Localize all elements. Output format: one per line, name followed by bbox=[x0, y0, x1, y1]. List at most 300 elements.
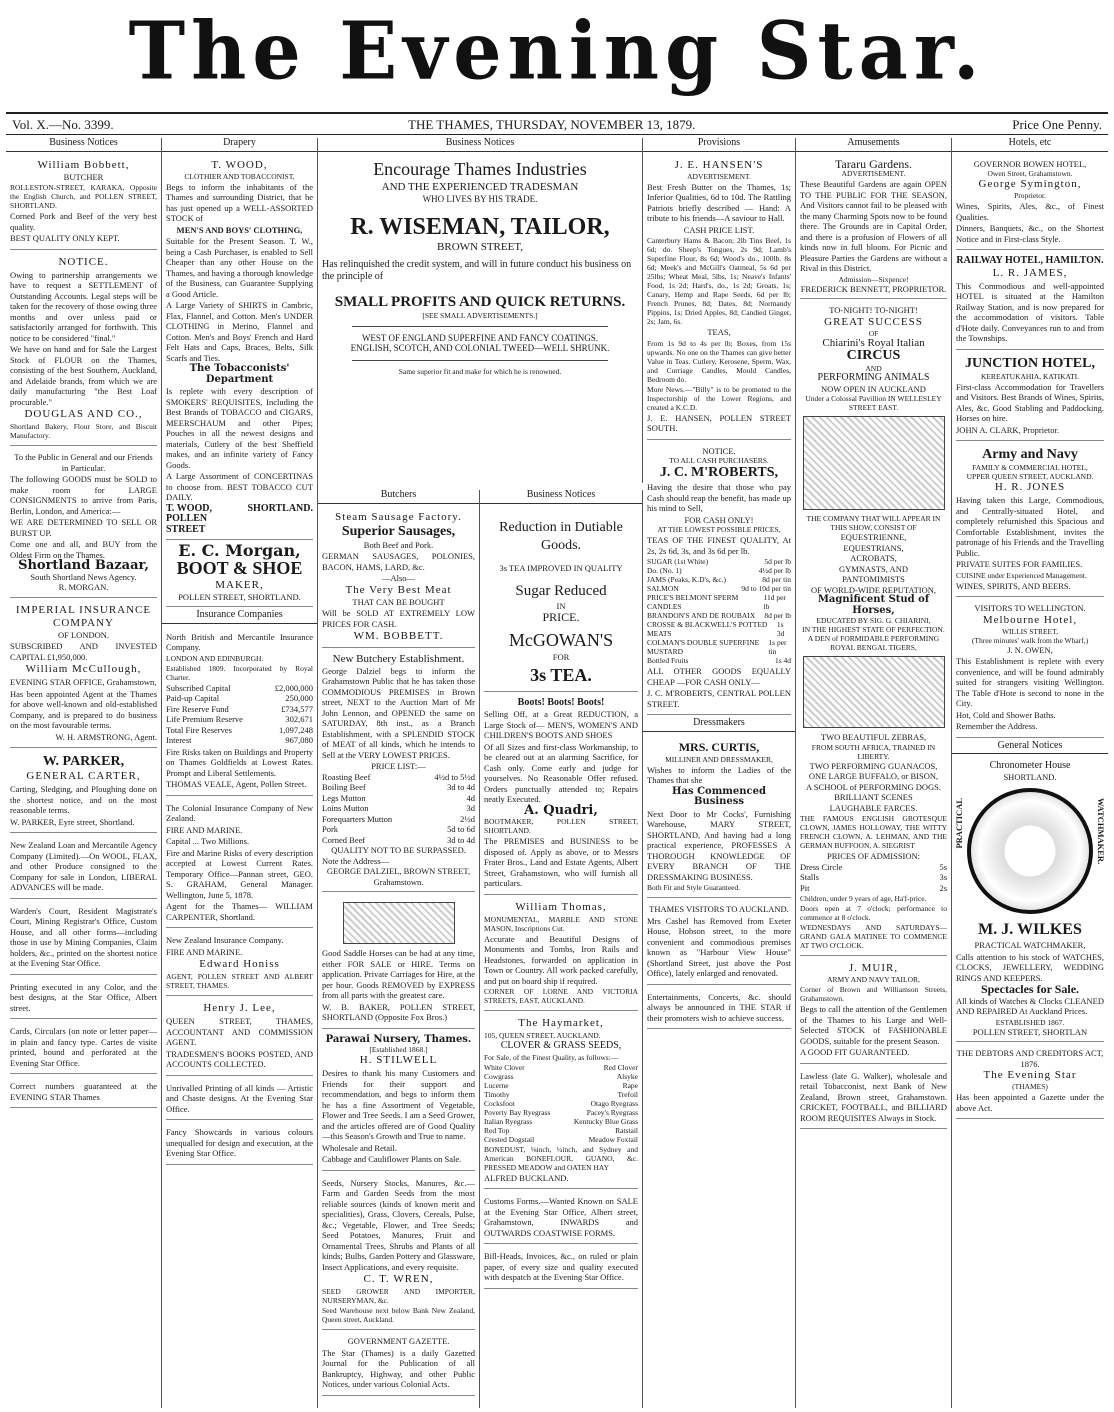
ad-parawai bbox=[322, 1032, 475, 1171]
ad-wilkes bbox=[956, 758, 1104, 1042]
ad-heading: The Colonial Insurance Company of New Zealand. bbox=[166, 802, 313, 823]
ad-heading: Melbourne Hotel, bbox=[982, 613, 1078, 626]
ad-railway-hotel bbox=[956, 253, 1104, 350]
ad-subheading: (THAMES) bbox=[1012, 1082, 1048, 1091]
section-heading: Insurance Companies bbox=[162, 610, 317, 624]
ad-body: Under a Colossal Pavillion IN WELLESLEY STREET EAST. bbox=[805, 394, 942, 412]
ad-body: Correct numbers guaranteed at the EVENING STAR Thames bbox=[10, 1081, 157, 1102]
ad-body: Capital ... Two Millions. bbox=[166, 836, 250, 846]
ad-heading: The Very Best Meat bbox=[345, 583, 452, 596]
ad-body: BONEDUST, ⅛inch, ¼inch, and Sydney and American BONEFLOUR, GUANO, &c. PRESSED MEADOW and OATEN HAY bbox=[484, 1144, 638, 1172]
ad-tararu bbox=[800, 156, 947, 300]
ad-subheading: MILLINER AND DRESSMAKER, bbox=[665, 754, 773, 764]
ad-heading: Spectacles for Sale. bbox=[980, 982, 1080, 996]
ad-heading: Encourage Thames Industries bbox=[373, 158, 587, 179]
ad-body: We have on hand and for Sale the Largest Stock of FLOUR on the Thames, consisting of the best Southern, Auckland, and Adelaide brands, from which we are daily manufacturing "the Best Loaf procurable." bbox=[10, 344, 157, 407]
ad-body: Remember the Address. bbox=[956, 721, 1038, 731]
section-heading: Drapery bbox=[162, 138, 317, 152]
table-row: Roasting Beef 4½d to 5½d bbox=[322, 771, 475, 782]
ad-body: Lawless (late G. Walker), wholesale and retail Tobacconist, next Bank of New Zealand, Brown street, Grahamstown. CRICKET, FOOTBALL, and BILLIARD ROOM REQUISITES Always in Stock. bbox=[800, 1070, 947, 1123]
ad-body: Dinners, Banquets, &c., on the Shortest Notice and in First-class Style. bbox=[956, 223, 1104, 244]
ad-heading: E. C. Morgan, bbox=[178, 541, 301, 560]
table-row: COLMAN'S DOUBLE SUPERFINE MUSTARD 1s per tin bbox=[647, 638, 787, 656]
ad-heading: Sugar Reduced bbox=[515, 583, 607, 599]
price: Price One Penny. bbox=[1012, 117, 1102, 132]
ad-signature: ALFRED BUCKLAND. bbox=[484, 1172, 569, 1183]
ad-address: UPPER QUEEN STREET, AUCKLAND. bbox=[966, 472, 1094, 481]
ad-body: EDUCATED BY SIG. G. CHIARINI, bbox=[816, 616, 931, 625]
ad-heading: William Bobbett, bbox=[37, 158, 130, 171]
ad-heading: IMPERIAL INSURANCE COMPANY bbox=[15, 603, 152, 629]
ad-governor-bowen bbox=[956, 156, 1104, 251]
ad-body: Note the Address— bbox=[322, 855, 390, 866]
ad-body: IN bbox=[556, 601, 566, 611]
ad-heading: H. STILWELL bbox=[359, 1054, 438, 1066]
table-row: Stalls 3s bbox=[800, 872, 947, 882]
ad-heading: THAMES VISITORS TO AUCKLAND. bbox=[649, 904, 789, 914]
ad-address: EVENING STAR OFFICE, Grahamstown, bbox=[10, 677, 157, 687]
ad-body: Bill-Heads, Invoices, &c., on ruled or plain paper, of every size and quality executed with despatch at the Evening Star Office. bbox=[484, 1251, 638, 1282]
ad-address: POLLEN STREET, SHORTLAN bbox=[972, 1026, 1088, 1037]
ad-address: Shortland Bakery, Flour Store, and Biscuit Manufactory. bbox=[10, 422, 157, 440]
ad-body: Begs to call the attention of the Gentlemen of the Thames to his Large and Well-Selected STOCK of FASHIONABLE GOODS, suitable for the present Season. bbox=[800, 1004, 947, 1046]
ad-body: The Star (Thames) is a daily Gazetted Journal for the Publication of all Bankruptcy, Highway, and other Public Notices, under various Colonial Acts. bbox=[322, 1347, 475, 1389]
table-row: Pit 2s bbox=[800, 882, 947, 893]
table-row: CROSSE & BLACKWELL'S POTTED MEATS 1s 3d bbox=[647, 620, 785, 638]
table-row: Do. (No. 1) 4½d per lb bbox=[647, 566, 791, 575]
ad-body: EQUESTRIANS, bbox=[843, 542, 904, 553]
ad-heading: The Evening Star bbox=[983, 1069, 1077, 1081]
ad-heading: GOVERNOR BOWEN HOTEL, bbox=[973, 158, 1087, 169]
ad-subheading: TO ALL CASH PURCHASERS. bbox=[669, 456, 769, 465]
ad-body: Corned Pork and Beef of the very best quality. bbox=[10, 211, 157, 232]
ad-subheading: LONDON AND EDINBURGH. bbox=[166, 653, 264, 663]
ad-body: All kinds of Watches & Clocks CLEANED AND REPAIRED At Auckland Prices. bbox=[956, 995, 1104, 1016]
ad-body: THAT CAN BE BOUGHT bbox=[352, 596, 445, 607]
ad-heading: PERFORMING ANIMALS bbox=[817, 372, 930, 383]
issue-date: THE THAMES, THURSDAY, NOVEMBER 13, 1879. bbox=[408, 117, 696, 132]
ad-body: OF bbox=[868, 328, 879, 338]
ad-address: 105, QUEEN STREET, AUCKLAND. bbox=[484, 1031, 601, 1040]
ad-signature: T. WOOD, POLLEN STREET bbox=[166, 502, 213, 535]
ad-body: Is replete with every description of SMOKERS' REQUISITES, Including the Best Brands of TOBACCO and CIGARS, MEERSCHAUM and other Pipes; Pouches in all the newest designs and materials, Cutlery of the best Sheffield makes, and an infinite variety of Fancy Goods. bbox=[166, 386, 313, 470]
ad-body: Best Fresh Butter on the Thames, 1s; Inferior Qualities, 6d to 10d. The Rattling Patriots briefly described — Hand: A tribute to his friends—A saviour to Hall. bbox=[647, 181, 791, 223]
ad-address: SHORTLAND. bbox=[1003, 771, 1057, 782]
ad-new-butchery bbox=[322, 651, 475, 892]
ad-body: 3s TEA IMPROVED IN QUALITY bbox=[499, 562, 623, 573]
ad-tagline: SMALL PROFITS AND QUICK RETURNS. bbox=[334, 293, 626, 310]
ad-subheading: South Shortland News Agency. bbox=[30, 571, 137, 582]
ad-debtors-act bbox=[956, 1045, 1104, 1119]
ad-heading: Magnificent Stud of Horses, bbox=[817, 594, 930, 616]
ad-body: AT THE LOWEST POSSIBLE PRICES, bbox=[657, 525, 781, 534]
clock-illustration bbox=[967, 788, 1093, 914]
table-row: White Clover Red Clover bbox=[484, 1062, 638, 1072]
ad-tagline: Both Fit and Style Guaranteed. bbox=[647, 883, 741, 892]
ad-circus bbox=[800, 302, 947, 956]
ad-body: TWO PERFORMING GUANACOS, bbox=[809, 760, 938, 771]
table-row: BRANDON'S AND DE ROUBAIX 8d per lb bbox=[647, 611, 791, 620]
ad-heading: CIRCUS bbox=[846, 348, 901, 363]
ad-heading: H. R. JONES bbox=[994, 481, 1066, 493]
table-row: Boiling Beef 3d to 4d bbox=[322, 782, 475, 792]
ad-heading: William McCullough, bbox=[25, 663, 142, 675]
ad-signature: THOMAS VEALE, Agent, Pollen Street. bbox=[166, 779, 307, 789]
ad-body: More News.—"Billy" is to be promoted to the Inspectorship of the Lower Regions, and created a K.C.D. bbox=[647, 384, 791, 412]
ad-body: Same superior fit and make for which he is renowned. bbox=[398, 366, 562, 376]
ad-lee bbox=[166, 999, 313, 1076]
ad-heading: Superior Sausages, bbox=[341, 523, 456, 539]
ad-body: Established 1809. Incorporated by Royal Charter. bbox=[166, 663, 313, 682]
ad-body: BRILLIANT SCENES bbox=[834, 792, 913, 802]
ad-billheads bbox=[484, 1247, 638, 1289]
ad-parker bbox=[10, 751, 157, 833]
ad-heading: THE DEBTORS AND CREDITORS ACT, 1876. bbox=[956, 1048, 1104, 1069]
ad-body: GERMAN SAUSAGES, POLONIES, BACON, HAMS, LARD, &c. bbox=[322, 551, 475, 572]
ad-body: ACROBATS, bbox=[850, 553, 897, 563]
ad-heading: Chiarini's Royal Italian bbox=[822, 336, 925, 349]
ad-subheading: FIRE AND MARINE. bbox=[166, 824, 243, 835]
ad-address: AGENT, POLLEN STREET AND ALBERT STREET, THAMES. bbox=[166, 972, 313, 990]
table-row: Dress Circle 5s bbox=[800, 861, 947, 872]
section-heading: Butchers bbox=[318, 490, 479, 504]
ad-subheading: BOOTMAKER, POLLEN STREET, SHORTLAND. bbox=[484, 817, 638, 835]
ad-heading: Tararu Gardens. bbox=[834, 156, 913, 171]
ad-heading: Henry J. Lee, bbox=[203, 1002, 276, 1014]
ad-heading: W. PARKER, bbox=[42, 754, 125, 769]
ad-heading: RAILWAY HOTEL, HAMILTON. bbox=[956, 255, 1104, 266]
table-row: Italian Ryegrass Kentucky Blue Grass bbox=[484, 1116, 638, 1126]
section-heading: Business Notices bbox=[480, 490, 642, 504]
ad-tagline: WE ARE DETERMINED TO SELL OR BURST UP. bbox=[10, 517, 157, 538]
ad-subheading: MAKER, bbox=[215, 578, 264, 591]
column-1 bbox=[6, 138, 162, 1408]
ad-tagline: QUALITY NOT TO BE SURPASSED. bbox=[331, 845, 466, 855]
ad-heading: BOOT & SHOE bbox=[176, 557, 303, 578]
column-3b bbox=[480, 490, 643, 1408]
ad-muir bbox=[800, 959, 947, 1064]
circus-horse-illustration bbox=[803, 416, 945, 510]
table-row: SALMON 9d to 10d per tin bbox=[647, 584, 791, 593]
table-row: Bottled Fruits 1s 4d bbox=[647, 656, 791, 665]
ad-heading: Reduction in Dutiable Goods. bbox=[499, 519, 623, 553]
ad-body: Seeds, Nursery Stocks, Manures, &c.—Farm and Garden Seeds from the most reliable sources (kinds of known merit and specialities), Grass, Clovers, Cereals, Pulse, &c.; Vegetable, Flower, and Tree Seeds; Seed Potatoes, Manures, Fruit and Ornamental Trees, Shrubs and Plants of all kinds; Bulbs, Garden Pottery and Glassware, Insect Applications, and every requisite. bbox=[322, 1177, 475, 1272]
ad-body: Mrs Cashel has Removed from Exeter House, Hobson street, to the more convenient and commodious premises known as "Harbour View House" (Shortland Street, just above the Post Office), lately enlarged and renovated. bbox=[647, 915, 791, 978]
table-row: Corned Beef 3d to 4d bbox=[322, 834, 475, 845]
ad-subheading: QUEEN STREET, THAMES, ACCOUNTANT AND COMMISSION AGENT. bbox=[166, 1016, 313, 1047]
ad-body: ENGLISH, SCOTCH, AND COLONIAL TWEED—WELL SHRUNK. bbox=[350, 343, 610, 353]
ad-subheading: PRICES OF ADMISSION: bbox=[826, 851, 921, 861]
ad-heading: Boots! Boots! Boots! bbox=[517, 696, 605, 708]
ad-visitors-auckland bbox=[647, 901, 791, 985]
vertical-label: WATCHMAKER. bbox=[1096, 798, 1106, 865]
table-row: Legs Mutton 4d bbox=[322, 792, 475, 803]
volume-number: Vol. X.—No. 3399. bbox=[12, 117, 114, 132]
ad-subheading: ADVERTISEMENT. bbox=[687, 171, 751, 181]
table-row: Loins Mutton 3d bbox=[322, 803, 475, 813]
ad-body: WEST OF ENGLAND SUPERFINE AND FANCY COATINGS. bbox=[361, 332, 599, 343]
ad-subheading: AND THE EXPERIENCED TRADESMAN bbox=[381, 180, 579, 193]
ad-imperial bbox=[10, 601, 157, 749]
ad-heading: Has Commenced Business bbox=[672, 785, 766, 807]
table-row: Poverty Bay Ryegrass Pacey's Ryegrass bbox=[484, 1107, 638, 1117]
ad-body: Begs to inform the inhabitants of the Thames and surrounding District, that he has just opened up a WELL-ASSORTED STOCK of bbox=[166, 181, 313, 223]
ad-body: Entertainments, Concerts, &c. should always be announced in THE STAR if their promoters wish to achieve success. bbox=[647, 991, 791, 1023]
ad-heading: North British and Mercantile Insurance Company. bbox=[166, 631, 313, 652]
ad-body: THE FAMOUS ENGLISH GROTESQUE CLOWN, JAMES HOLLOWAY, THE WITTY FRENCH CLOWN, A. LEHMAN, AND THE GERMAN BUFFOON, A. SIEGRIST bbox=[800, 814, 947, 850]
ad-tagline: FOR CASH ONLY! bbox=[684, 514, 754, 525]
ad-body: Come one and all, and BUY from the Oldest Firm on the Thames. bbox=[10, 539, 157, 560]
ad-heading: GREAT SUCCESS bbox=[824, 315, 923, 328]
ad-heading: J. C. M'ROBERTS, bbox=[659, 465, 779, 480]
ad-body: GYMNASTS, AND bbox=[839, 563, 908, 574]
ad-body: These Beautiful Gardens are again OPEN TO THE PUBLIC FOR THE SEASON, And Visitors cannot fail to be pleased with the many Charming Spots now to be found there. The Grounds are in Capital Order, and there is a profusion of Flowers of all kinds now in full bloom. For Picnic and Pleasure Parties the Gardens are without a Rival in this District. bbox=[800, 179, 947, 273]
ad-body: Next Door to Mr Cocks', Furnishing Warehouse, MARY STREET, SHORTLAND, And having had a long practical experience, PROFESSES A THOROUGH KNOWLEDGE OF EVERY BRANCH OF THE DRESSMAKING BUSINESS. bbox=[647, 808, 791, 882]
ad-body: George Dalziel begs to inform the Grahamstown Public that he has taken those COMMODIOUS PREMISES in Brown street, NEXT to the Auction Mart of Mr John Lennon, and OPENED the same on SATURDAY, 8th inst., as a Branch Establishment, with a SPLENDID STOCK of MEAT of all kinds, which he intends to Sell at the VERY LOWEST PRICES. bbox=[322, 665, 475, 760]
ad-heading: 3s TEA. bbox=[530, 664, 592, 685]
ad-heading: William Thomas, bbox=[515, 900, 607, 913]
ad-subheading: For Sale, of the Finest Quality, as follows:— bbox=[484, 1052, 619, 1062]
ad-body: WEDNESDAYS AND SATURDAYS— GRAND GALA MATINEE TO COMMENCE AT TWO O'CLOCK. bbox=[800, 923, 947, 950]
ad-mcroberts bbox=[647, 443, 791, 716]
ad-subheading: FIRE AND MARINE. bbox=[166, 946, 243, 957]
ad-address: CORNER OF LORNE AND VICTORIA STREETS, EAST, AUCKLAND. bbox=[484, 987, 638, 1005]
ad-body: Admission—Sixpence! bbox=[838, 274, 909, 284]
ad-body: FROM SOUTH AFRICA, TRAINED IN LIBERTY. bbox=[811, 742, 936, 761]
ad-heading: A. Quadri, bbox=[524, 802, 598, 818]
ad-body: Fire Risks taken on Buildings and Property on Thames Goldfields at Lowest Rates. Prompt and Liberal Settlements. bbox=[166, 746, 313, 778]
ad-body: IN THE HIGHEST STATE OF PERFECTION. bbox=[802, 625, 945, 634]
ad-body: Having taken this Large, Commodious, and Centrally-situated Hotel, and completely refurnished this Spacious and Comfortable Establishment, invites the patronage of his Friends and the Travelling Public. bbox=[956, 495, 1104, 558]
ad-heading: J. MUIR, bbox=[848, 962, 899, 974]
ad-address: BROWN STREET, bbox=[437, 241, 523, 253]
ad-heading: MRS. CURTIS, bbox=[678, 739, 760, 754]
ad-thomas bbox=[484, 898, 638, 1012]
ad-subheading: PRACTICAL WATCHMAKER, bbox=[974, 940, 1086, 950]
ad-heading: VISITORS TO WELLINGTON. bbox=[974, 603, 1086, 613]
ad-body: Canterbury Hams & Bacon; 2lb Tins Beef, 1s 6d; do. Sheep's Tongues, 2s 9d; Lamb's Superfine Flour, 8s 6d; Wood's do., 100lb. 8s 6d; Meek's and McGill's Oatmeal, 5s 6d per 25lbs; Wheat Meal, 5lbs, 1s; Neave's Infants' Food, 1s 2d; Hard's, do., 1s 2d; Groats, 1s; Canary, Hemp and Rape Seeds, 6d per lb; French Prunes, 8d; Dates, 8d; Normandy Pippins, 1s; Dried Apples, 8d; Candied Ginger, 2s; Jam, 6s. bbox=[647, 236, 791, 326]
column-5 bbox=[796, 138, 952, 1408]
ad-correct-numbers bbox=[10, 1077, 157, 1108]
ad-body: Selling Off, at a Great REDUCTION, a Large Stock of— MEN'S, WOMEN'S AND CHILDREN'S BOOTS AND SHOES bbox=[484, 709, 638, 740]
ad-wren bbox=[322, 1174, 475, 1331]
ad-address: Corner of Brown and Williamson Streets, Grahamstown. bbox=[800, 985, 947, 1003]
table-row: PRICE'S BELMONT SPERM CANDLES 11d per lb bbox=[647, 593, 786, 611]
ad-army-navy-hotel bbox=[956, 444, 1104, 597]
vertical-label: PRACTICAL bbox=[954, 798, 964, 849]
newspaper-title: The Evening Star. bbox=[128, 3, 986, 98]
ad-body: From 1s 9d to 4s per lb; Boxes, from 15s upwards. No one on the Thames can give better Value in Teas. Cutlery, Kerosene, Sperm, Wax, and Curriage Candles, Mould Candles, Bedroom do. bbox=[647, 338, 791, 384]
ad-signature: R. MORGAN. bbox=[58, 582, 109, 592]
ad-signature: J. E. HANSEN, POLLEN STREET SOUTH. bbox=[647, 412, 791, 433]
ad-ec-morgan bbox=[166, 543, 313, 607]
ad-body: ONE LARGE BUFFALO, or BISON, bbox=[808, 771, 939, 781]
ad-body: CUISINE under Experienced Management. bbox=[956, 570, 1087, 580]
ad-body: ALL OTHER GOODS EQUALLY CHEAP —FOR CASH ONLY— bbox=[647, 666, 791, 687]
table-row: Crested Dogstail Meadow Foxtail bbox=[484, 1134, 638, 1144]
ad-subheading: TEAS, bbox=[707, 327, 731, 337]
ad-body: Good Saddle Horses can be had at any time, either FOR SALE or HIRE. Terms on application. Private Carriages for Hire, at the per hour. Goods REMOVED by EXPRESS from all parts with the greatest care. bbox=[322, 948, 475, 1000]
ad-signature: GEORGE DALZIEL, BROWN STREET, Grahamstown. bbox=[326, 866, 471, 887]
ad-body: Will be SOLD AT EXTREMELY LOW PRICES FOR CASH. bbox=[322, 608, 475, 629]
section-heading: Business Notices bbox=[6, 138, 161, 152]
ad-signature: J. C. M'ROBERTS, CENTRAL POLLEN STREET. bbox=[647, 688, 791, 709]
table-row: Lucerne Rape bbox=[484, 1080, 638, 1090]
ad-body: Hot, Cold and Shower Baths. bbox=[956, 709, 1056, 720]
ad-body: ESTABLISHED 1867. bbox=[995, 1017, 1065, 1027]
ad-heading: CLOVER & GRASS SEEDS, bbox=[500, 1040, 622, 1051]
ad-wiseman bbox=[318, 138, 643, 483]
ad-douglas bbox=[10, 253, 157, 447]
ad-body: OF WORLD-WIDE REPUTATION, bbox=[811, 584, 936, 595]
ad-nz-insurance bbox=[166, 931, 313, 996]
ad-colonial bbox=[166, 799, 313, 929]
table-row: Cowgrass Alsyke bbox=[484, 1071, 638, 1081]
ad-subheading: MONUMENTAL, MARBLE AND STONE MASON, Inscriptions Cut. bbox=[484, 914, 638, 933]
ad-body: First-class Accommodation for Travellers and Visitors. Best Brands of Wines, Spirits, Ales, &c. Good Stabling and Paddocking. Horses on hire. bbox=[956, 381, 1104, 423]
ad-heading: Army and Navy bbox=[982, 447, 1078, 462]
ad-subheading: CLOTHIER AND TOBACCONIST, bbox=[184, 171, 295, 181]
ad-heading: M. J. WILKES bbox=[978, 921, 1082, 938]
ad-heading: NOTICE. bbox=[58, 255, 109, 268]
ad-address: Owen Street, Grahamstown. bbox=[987, 169, 1073, 178]
ad-body: LAUGHABLE FARCES. bbox=[829, 802, 918, 813]
ad-heading: C. T. WREN, bbox=[363, 1273, 434, 1285]
ad-body: Cabbage and Cauliflower Plants on Sale. bbox=[322, 1154, 462, 1164]
table-row: Interest 967,080 bbox=[166, 735, 313, 745]
ad-bobbett bbox=[10, 156, 157, 250]
ad-subheading: Proprietor. bbox=[1014, 191, 1046, 200]
ad-heading: McGOWAN'S bbox=[508, 630, 614, 650]
ad-wardens-court bbox=[10, 902, 157, 975]
ad-heading: Chronometer House bbox=[989, 760, 1071, 771]
table-row: Subscribed Capital £2,000,000 bbox=[166, 682, 313, 693]
ad-body: Of all Sizes and first-class Workmanship, to be cleared out at an alarming Sacrifice, for Cash only. Come early and judge for yourselves. No Reasonable Offer refused. Orders punctually attended to; Repairs neatly Executed. bbox=[484, 741, 638, 804]
ad-body: Has relinquished the credit system, and will in future conduct his business on the principle of bbox=[322, 258, 632, 282]
ad-body: This Commodious and well-appointed HOTEL is situated at the Hamilton Railway Station, and is now prepared for the accommodation of visitors. Table d'Hote daily. Conveyances run to and from the Townships. bbox=[956, 280, 1104, 343]
ad-heading: MEN'S AND BOYS' CLOTHING, bbox=[176, 224, 303, 235]
ad-address: POLLEN STREET, SHORTLAND. bbox=[178, 591, 301, 602]
ad-body: Cards, Circulars (on note or letter paper—in plain and fancy type. Cartes de visite printed, bound and perforated at the Evening Star Office. bbox=[10, 1026, 157, 1068]
table-row: Total Fire Reserves 1,097,248 bbox=[166, 724, 313, 735]
ad-body: TWO BEAUTIFUL ZEBRAS, bbox=[820, 732, 927, 742]
section-heading: Hotels, etc bbox=[952, 138, 1108, 152]
ad-body: Owing to partnership arrangements we have to request a SETTLEMENT of Outstanding Accounts. Legal steps will be taken for the recovery of those owing three months and over unless paid or satisfactorily arranged for forthwith. This notice to be considered "final." bbox=[10, 269, 157, 343]
ad-body: Unrivalled Printing of all kinds — Artistic and Chaste designs. At the Evening Star Office. bbox=[166, 1082, 313, 1114]
ad-body: AND bbox=[865, 364, 882, 373]
ad-heading: New Butchery Establishment. bbox=[332, 653, 465, 665]
ad-body: A DEN of FORMIDABLE PERFORMING ROYAL BENGAL TIGERS, bbox=[807, 634, 940, 652]
ad-body: FOR bbox=[552, 652, 570, 662]
ad-subheading: BUTCHER bbox=[63, 171, 104, 182]
section-heading: Provisions bbox=[643, 138, 795, 152]
ad-body: Fancy Showcards in various colours unequalled for design and execution, at the Evening Star Office. bbox=[166, 1127, 313, 1158]
ad-heading: GOVERNMENT GAZETTE. bbox=[347, 1336, 450, 1346]
ad-haymarket bbox=[484, 1014, 638, 1189]
ad-melbourne-hotel bbox=[956, 600, 1104, 738]
section-heading: Business Notices bbox=[318, 138, 642, 152]
ad-subheading: FAMILY & COMMERCIAL HOTEL, bbox=[972, 463, 1088, 472]
column-2 bbox=[162, 138, 318, 1408]
ad-body: The PREMISES and BUSINESS to be disposed of. Apply as above, or to Messrs Frater Bros., Land and Estate Agents, Albert Street, Grahamstown, who will furnish all particulars. bbox=[484, 836, 638, 888]
ad-quadri bbox=[484, 695, 638, 895]
ad-body: TRADESMEN'S BOOKS POSTED, AND ACCOUNTS COLLECTED. bbox=[166, 1048, 313, 1069]
ad-body: Wholesale and Retail. bbox=[322, 1142, 397, 1153]
table-row: Pork 5d to 6d bbox=[322, 824, 475, 834]
ad-body: Fire and Marine Risks of every description accepted at Lowest Current Rates. Temporary Office—Pannan street, GEO. S. GRAHAM, General Manager. Wellington, June 5, 1878. bbox=[166, 847, 313, 900]
columns bbox=[6, 138, 1108, 1408]
ad-address: W. PARKER, Eyre street, Shortland. bbox=[10, 816, 135, 827]
masthead bbox=[0, 0, 1114, 112]
ad-wood bbox=[166, 156, 313, 541]
ad-body: A Large Variety of SHIRTS in Cambric, Flax, Flannel, and Cotton. Men's UNDER CLOTHING in Merino, Flannel and Cotton. Men's and Boys' French and Hard Felt Hats and Caps, Braces, Belts, Silk Scarfs and Ties. bbox=[166, 300, 313, 363]
table-row: Cocksfoot Otago Ryegrass bbox=[484, 1098, 638, 1108]
ad-entertainments bbox=[647, 988, 791, 1030]
ad-body: —Also— bbox=[381, 573, 416, 583]
ad-body: A Large Assortment of CONCERTINAS to choose from. BEST TOBACCO CUT DAILY. bbox=[166, 471, 313, 502]
ad-address: (Three minutes' walk from the Wharf,) bbox=[971, 635, 1089, 645]
ad-signature: W. H. ARMSTRONG, Agent. bbox=[55, 731, 157, 742]
ad-body: Printing executed in any Color, and the best designs, at the Star Office, Albert street. bbox=[10, 981, 157, 1013]
ad-subheading: PRICE LIST:— bbox=[371, 761, 426, 771]
ad-body: TEAS OF THE FINEST QUALITY, At 2s, 2s 6d, 3s, and 3s 6d per lb. bbox=[647, 535, 791, 556]
ad-lawless bbox=[800, 1067, 947, 1130]
ad-body: [SEE SMALL ADVERTISEMENTS.] bbox=[422, 310, 538, 320]
ad-body: New Zealand Loan and Mercantile Agency Company (Limited).—On WOOL, FLAX, and other Produce consigned to the Company for sale in London, LIBERAL ADVANCES will be made. bbox=[10, 840, 157, 892]
ad-heading: George Symington, bbox=[978, 178, 1082, 190]
ad-subheading: GENERAL CARTER, bbox=[26, 770, 141, 782]
ad-body: Customs Forms.—Wanted Known on SALE at the Evening Star Office, Albert street, Grahamstown, INWARDS and OUTWARDS COASTWISE FORMS. bbox=[484, 1196, 638, 1238]
ad-heading: TO-NIGHT! TO-NIGHT! bbox=[829, 305, 918, 315]
ad-morgan-bazaar bbox=[10, 449, 157, 598]
ad-curtis bbox=[647, 736, 791, 899]
ad-heading: L. R. JAMES, bbox=[992, 266, 1068, 279]
ad-printing bbox=[10, 978, 157, 1020]
section-heading: Dressmakers bbox=[643, 718, 795, 732]
ad-body: PANTOMIMISTS bbox=[842, 574, 905, 584]
ad-body: WINES, SPIRITS, AND BEERS. bbox=[956, 580, 1071, 591]
ad-body: Suitable for the Present Season. T. W., being a Cash Purchaser, is enabled to Sell Cheaper than any other House on the Thames, and having a thorough knowledge of the Business, can Guarantee Supplying a Good Article. bbox=[166, 236, 313, 299]
ad-gazette bbox=[322, 1333, 475, 1396]
ad-body: The following GOODS must be SOLD to make room for LARGE CONSIGNMENTS to arrive from Paris, Berlin, London, and America:— bbox=[10, 474, 157, 516]
ad-subheading: OF LONDON. bbox=[58, 629, 109, 640]
ad-heading: The Tobacconists' Department bbox=[189, 363, 290, 385]
ad-north-british bbox=[166, 628, 313, 796]
table-row: Timothy Trefoil bbox=[484, 1089, 638, 1099]
ad-subheading: Both Beef and Pork. bbox=[363, 539, 434, 550]
ad-mcgowan bbox=[484, 508, 638, 692]
ad-sausage-factory bbox=[322, 508, 475, 649]
ad-junction-hotel bbox=[956, 353, 1104, 442]
ad-subheading: ADVERTISEMENT. bbox=[841, 169, 906, 178]
ad-signature: Agent for the Thames— WILLIAM CARPENTER, Shortland. bbox=[166, 901, 313, 922]
ad-body: Calls attention to his stock of WATCHES, CLOCKS, JEWELLERY, WEDDING RINGS AND KEEPERS. bbox=[956, 951, 1104, 983]
table-row: Red Top Ratstail bbox=[484, 1125, 638, 1135]
section-heading: General Notices bbox=[952, 741, 1108, 755]
dateline bbox=[6, 112, 1108, 135]
ad-address: WILLIS STREET, bbox=[1001, 626, 1059, 636]
ad-fancy bbox=[166, 1123, 313, 1165]
ad-heading: To the Public in General and our Friends in Particular. bbox=[14, 452, 153, 473]
ad-customs-forms bbox=[484, 1192, 638, 1244]
ad-body: Having the desire that those who pay Cash should reap the benefit, has made up his mind to Sell, bbox=[647, 482, 791, 513]
ad-heading: T. WOOD, bbox=[211, 158, 268, 171]
ad-body: SUBSCRIBED AND INVESTED CAPITAL £1,950,000. bbox=[10, 641, 157, 662]
ad-tagline: A GOOD FIT GUARANTEED. bbox=[800, 1047, 910, 1057]
ad-heading: NOTICE. bbox=[702, 445, 736, 456]
ad-address: ROLLESTON-STREET, KARAKA, Opposite the English Church, and POLLEN STREET, SHORTLAND. bbox=[10, 183, 157, 210]
ad-address: KEREATUKAHIA, KATIKATI. bbox=[980, 371, 1080, 381]
